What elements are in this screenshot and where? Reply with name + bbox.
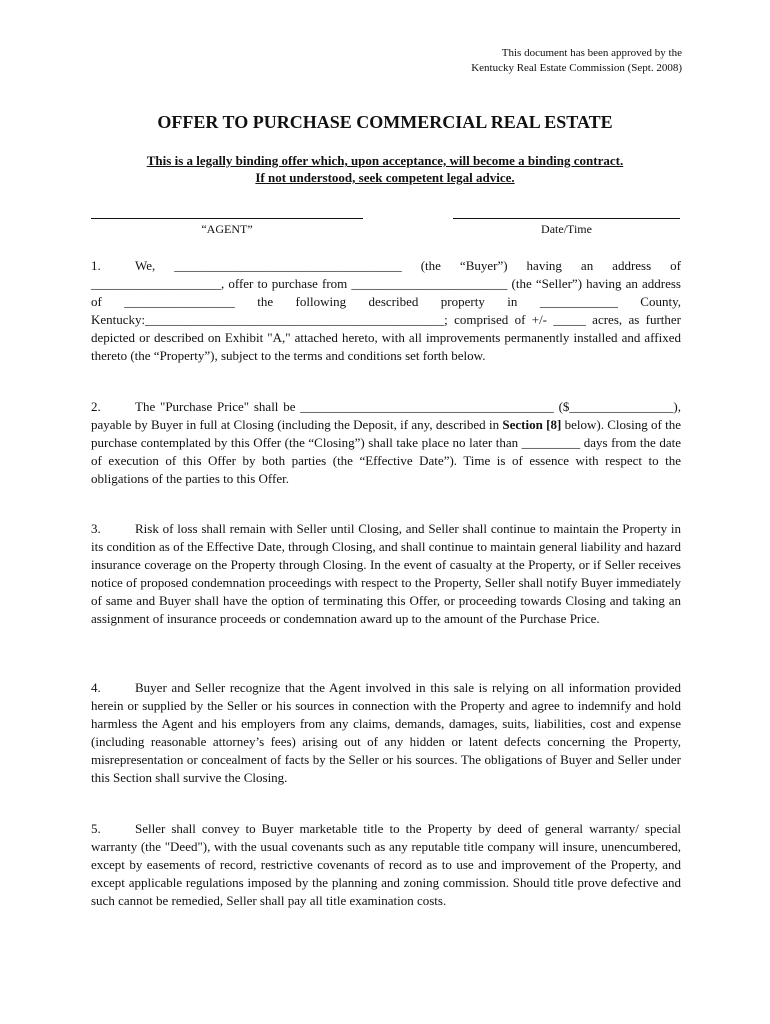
section-1-text: We, ___________________________________ (the “Buyer”) having an address of ____________________, offer to purchase from ________________________ (the “Seller”) having an address of _________________ the following described property in ____________ County, Kentucky:______________________________________________; comprised of +/- _____ acres, as further depicted or described on Exhibit "A," attached hereto, with all improvements permanently installed and affixed thereto (the “Property”), subject to the terms and conditions set forth below. [91, 258, 681, 363]
date-time-line[interactable] [453, 218, 680, 219]
legal-warning [0, 152, 770, 186]
section-number: 3. [91, 521, 101, 536]
section-2 [91, 398, 681, 488]
section-number: 2. [91, 399, 101, 414]
section-1 [91, 257, 681, 365]
approval-line-1: This document has been approved by the [501, 47, 682, 59]
section-3-text: Risk of loss shall remain with Seller until Closing, and Seller shall continue to maintain the Property in its condition as of the Effective Date, through Closing, and shall continue to maintain general liability and hazard insurance coverage on the Property through Closing. In the event of casualty at the Property, or if Seller receives notice of proposed condemnation proceedings with respect to the Property, Seller shall notify Buyer immediately of same and Buyer shall have the option of terminating this Offer, or proceeding towards Closing and taking an assignment of insurance proceeds or condemnation award up to the amount of the Purchase Price. [91, 521, 681, 626]
section-5-text: Seller shall convey to Buyer marketable title to the Property by deed of general warranty/ special warranty (the "Deed"), with the usual covenants such as any reputable title company will insure, unencumbered, except by easements of record, restrictive covenants of record as to use and improvement of the Property, and except applicable regulations imposed by the planning and zoning commission. Should title prove defective and such cannot be remedied, Seller shall pay all title examination costs. [91, 821, 681, 908]
legal-warning-line-2: If not understood, seek competent legal advice. [255, 170, 515, 185]
section-3 [91, 520, 681, 628]
section-number: 5. [91, 821, 101, 836]
date-time-block [453, 218, 680, 237]
agent-signature-block [91, 218, 363, 237]
approval-line-2: Kentucky Real Estate Commission (Sept. 2008) [471, 62, 682, 74]
document-title: OFFER TO PURCHASE COMMERCIAL REAL ESTATE [157, 112, 613, 132]
section-number: 4. [91, 680, 101, 695]
section-number: 1. [91, 258, 101, 273]
section-2-text-b: below). Closing of the purchase contemplated by this Offer (the “Closing”) shall take place no later than _________ days from the date of execution of this Offer by both parties (the “Effective Date”). Time is of essence with respect to the obligations of the parties to this Offer. [91, 417, 681, 486]
agent-label: “AGENT” [201, 222, 253, 236]
legal-warning-line-1: This is a legally binding offer which, upon acceptance, will become a binding contract. [146, 153, 624, 168]
section-4-text: Buyer and Seller recognize that the Agent involved in this sale is relying on all information provided herein or supplied by the Seller or his sources in connection with the Property and agree to indemnify and hold harmless the Agent and his employers from any claims, demands, damages, suits, liabilities, cost and expense (including reasonable attorney’s fees) arising out of any hidden or latent defects concerning the Property, misrepresentation or concealment of facts by the Seller or his sources. The obligations of Buyer and Seller under this Section shall survive the Closing. [91, 680, 681, 785]
section-5 [91, 820, 681, 910]
section-2-text-a: The "Purchase Price" shall be _______________________________________ ($________________), payable by Buyer in full at Closing (including the Deposit, if any, described in [91, 399, 681, 432]
date-time-label: Date/Time [541, 222, 592, 236]
section-2-reference: Section [8] [502, 417, 562, 432]
section-4 [91, 679, 681, 787]
agent-signature-line[interactable] [91, 218, 363, 219]
approval-notice [471, 46, 682, 76]
